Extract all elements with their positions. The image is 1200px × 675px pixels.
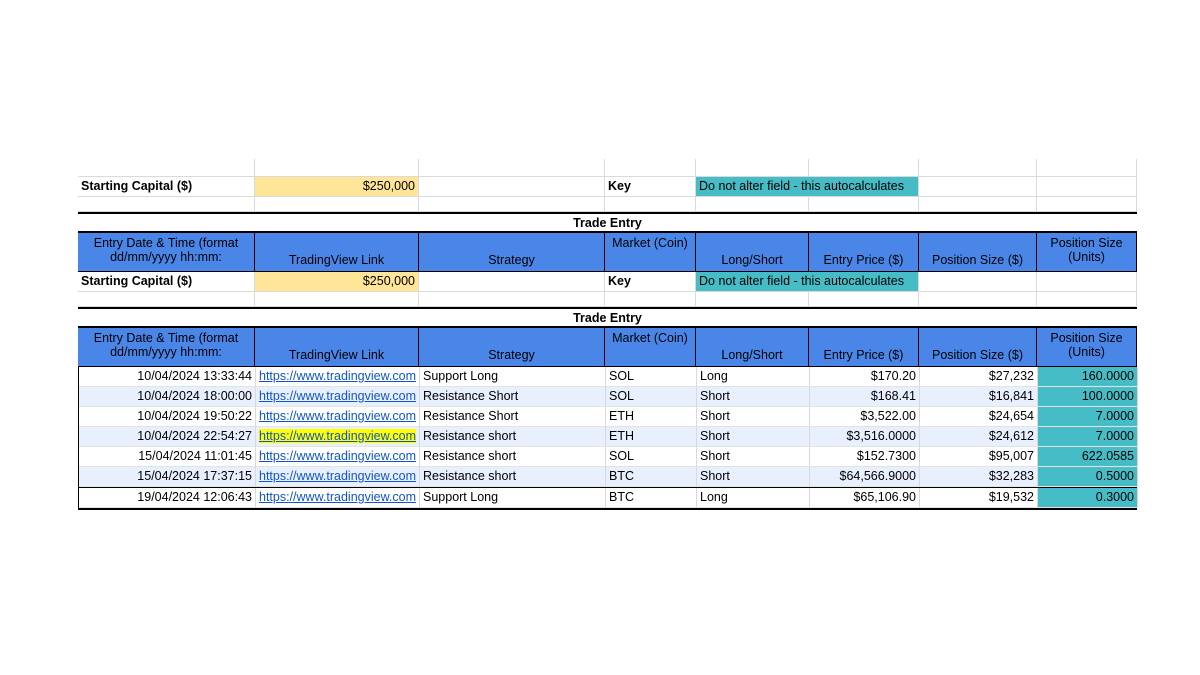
tradingview-link[interactable]: https://www.tradingview.com [259, 389, 417, 403]
tradingview-link-cell[interactable] [256, 407, 420, 427]
cell[interactable] [809, 197, 919, 212]
tradingview-link-cell[interactable] [256, 488, 420, 508]
header-long-short[interactable]: Long/Short [696, 328, 809, 366]
tradingview-link[interactable]: https://www.tradingview.com [259, 490, 417, 504]
tradingview-link-cell[interactable] [256, 367, 420, 387]
cell[interactable] [255, 292, 419, 307]
entry-price-cell[interactable]: $64,566.9000 [810, 467, 920, 487]
tradingview-link[interactable]: https://www.tradingview.com [259, 409, 417, 423]
cell[interactable] [78, 159, 255, 177]
cell[interactable] [419, 197, 605, 212]
header-market[interactable]: Market (Coin) [605, 328, 696, 366]
tradingview-link-cell[interactable] [256, 387, 420, 407]
header-entry-price[interactable]: Entry Price ($) [809, 328, 919, 366]
market-cell[interactable]: ETH [606, 427, 697, 447]
starting-capital-label[interactable]: Starting Capital ($) [78, 272, 255, 292]
strategy-cell[interactable]: Support Long [420, 488, 606, 508]
starting-capital-row [78, 177, 1137, 197]
entry-date-cell[interactable]: 15/04/2024 17:37:15 [79, 467, 256, 487]
cell[interactable] [255, 197, 419, 212]
cell[interactable] [1037, 197, 1137, 212]
key-autocalc-note[interactable]: Do not alter field - this autocalculates [696, 177, 919, 197]
side-cell[interactable]: Short [697, 427, 810, 447]
header-entry-date[interactable]: Entry Date & Time (format dd/mm/yyyy hh:mm: [78, 328, 255, 366]
empty-row [78, 159, 1137, 177]
market-cell[interactable]: BTC [606, 488, 697, 508]
cell[interactable] [605, 197, 696, 212]
side-cell[interactable]: Short [697, 467, 810, 487]
trade-entry-title[interactable]: Trade Entry [573, 216, 642, 230]
entry-date-cell[interactable]: 10/04/2024 13:33:44 [79, 367, 256, 387]
table-row [79, 407, 1137, 427]
cell[interactable] [1037, 272, 1137, 292]
position-size-usd-cell[interactable]: $95,007 [920, 447, 1038, 467]
strategy-cell[interactable]: Support Long [420, 367, 606, 387]
header-tradingview-link[interactable]: TradingView Link [255, 328, 419, 366]
header-entry-price[interactable]: Entry Price ($) [809, 233, 919, 271]
table-row [79, 447, 1137, 467]
trade-table-body [78, 367, 1137, 510]
position-size-usd-cell[interactable]: $16,841 [920, 387, 1038, 407]
tradingview-link-cell[interactable] [256, 447, 420, 467]
cell[interactable] [419, 292, 605, 307]
cell[interactable] [809, 292, 919, 307]
position-size-usd-cell[interactable]: $24,612 [920, 427, 1038, 447]
header-market[interactable]: Market (Coin) [605, 233, 696, 271]
cell[interactable] [696, 159, 809, 177]
market-cell[interactable]: SOL [606, 367, 697, 387]
cell[interactable] [696, 197, 809, 212]
market-cell[interactable]: BTC [606, 467, 697, 487]
strategy-cell[interactable]: Resistance short [420, 467, 606, 487]
header-strategy[interactable]: Strategy [419, 233, 605, 271]
cell[interactable] [78, 197, 255, 212]
cell[interactable] [919, 197, 1037, 212]
header-entry-date[interactable]: Entry Date & Time (format dd/mm/yyyy hh:mm: [78, 233, 255, 271]
entry-price-cell[interactable]: $152.7300 [810, 447, 920, 467]
cell[interactable] [1037, 292, 1137, 307]
starting-capital-label[interactable]: Starting Capital ($) [78, 177, 255, 197]
tradingview-link-cell[interactable] [256, 467, 420, 487]
entry-price-cell[interactable]: $65,106.90 [810, 488, 920, 508]
cell[interactable] [919, 272, 1037, 292]
position-size-units-cell[interactable]: 100.0000 [1038, 387, 1138, 407]
entry-date-cell[interactable]: 10/04/2024 18:00:00 [79, 387, 256, 407]
starting-capital-row [78, 272, 1137, 292]
side-cell[interactable]: Short [697, 407, 810, 427]
side-cell[interactable]: Short [697, 387, 810, 407]
cell[interactable] [419, 159, 605, 177]
cell[interactable] [605, 292, 696, 307]
entry-price-cell[interactable]: $168.41 [810, 387, 920, 407]
table-row [79, 467, 1137, 487]
entry-price-cell[interactable]: $3,516.0000 [810, 427, 920, 447]
tradingview-link[interactable]: https://www.tradingview.com [259, 449, 417, 463]
header-strategy[interactable]: Strategy [419, 328, 605, 366]
cell[interactable] [78, 292, 255, 307]
cell[interactable] [255, 159, 419, 177]
side-cell[interactable]: Short [697, 447, 810, 467]
position-size-units-cell[interactable]: 0.5000 [1038, 467, 1138, 487]
cell[interactable] [605, 159, 696, 177]
position-size-usd-cell[interactable]: $27,232 [920, 367, 1038, 387]
empty-row [78, 292, 1137, 307]
table-row [79, 487, 1137, 508]
side-cell[interactable]: Long [697, 488, 810, 508]
trade-entry-title-row [78, 307, 1137, 327]
market-cell[interactable]: SOL [606, 387, 697, 407]
tradingview-link[interactable]: https://www.tradingview.com [259, 429, 417, 443]
cell[interactable] [696, 292, 809, 307]
spreadsheet [78, 159, 1137, 510]
header-position-size-units[interactable]: Position Size (Units) [1037, 328, 1137, 366]
cell[interactable] [919, 159, 1037, 177]
key-autocalc-note[interactable]: Do not alter field - this autocalculates [696, 272, 919, 292]
position-size-usd-cell[interactable]: $24,654 [920, 407, 1038, 427]
header-position-size-units[interactable]: Position Size (Units) [1037, 233, 1137, 271]
header-position-size-usd[interactable]: Position Size ($) [919, 233, 1037, 271]
strategy-cell[interactable]: Resistance Short [420, 407, 606, 427]
strategy-cell[interactable]: Resistance short [420, 427, 606, 447]
trade-entry-title-row [78, 212, 1137, 232]
cell[interactable] [419, 177, 605, 197]
table-row [79, 387, 1137, 407]
position-size-units-cell[interactable]: 160.0000 [1038, 367, 1138, 387]
trade-entry-title[interactable]: Trade Entry [573, 311, 642, 325]
key-label[interactable]: Key [605, 272, 696, 292]
market-cell[interactable]: SOL [606, 447, 697, 467]
strategy-cell[interactable]: Resistance Short [420, 387, 606, 407]
position-size-usd-cell[interactable]: $19,532 [920, 488, 1038, 508]
cell[interactable] [809, 159, 919, 177]
entry-date-cell[interactable]: 19/04/2024 12:06:43 [79, 488, 256, 508]
cell[interactable] [919, 177, 1037, 197]
cell[interactable] [1037, 177, 1137, 197]
header-tradingview-link[interactable]: TradingView Link [255, 233, 419, 271]
position-size-units-cell[interactable]: 0.3000 [1038, 488, 1138, 508]
empty-row [78, 197, 1137, 212]
cell[interactable] [919, 292, 1037, 307]
entry-price-cell[interactable]: $170.20 [810, 367, 920, 387]
entry-price-cell[interactable]: $3,522.00 [810, 407, 920, 427]
column-header-row [78, 327, 1137, 367]
position-size-units-cell[interactable]: 7.0000 [1038, 407, 1138, 427]
tradingview-link[interactable]: https://www.tradingview.com [259, 369, 417, 383]
table-row [79, 427, 1137, 447]
tradingview-link-cell[interactable] [256, 427, 420, 447]
table-row [79, 367, 1137, 387]
strategy-cell[interactable]: Resistance short [420, 447, 606, 467]
starting-capital-value[interactable]: $250,000 [255, 177, 419, 197]
starting-capital-value[interactable]: $250,000 [255, 272, 419, 292]
market-cell[interactable]: ETH [606, 407, 697, 427]
entry-date-cell[interactable]: 10/04/2024 22:54:27 [79, 427, 256, 447]
side-cell[interactable]: Long [697, 367, 810, 387]
column-header-row [78, 232, 1137, 272]
entry-date-cell[interactable]: 10/04/2024 19:50:22 [79, 407, 256, 427]
cell[interactable] [419, 272, 605, 292]
header-position-size-usd[interactable]: Position Size ($) [919, 328, 1037, 366]
position-size-usd-cell[interactable]: $32,283 [920, 467, 1038, 487]
header-long-short[interactable]: Long/Short [696, 233, 809, 271]
cell[interactable] [1037, 159, 1137, 177]
position-size-units-cell[interactable]: 622.0585 [1038, 447, 1138, 467]
entry-date-cell[interactable]: 15/04/2024 11:01:45 [79, 447, 256, 467]
key-label[interactable]: Key [605, 177, 696, 197]
tradingview-link[interactable]: https://www.tradingview.com [259, 469, 417, 483]
position-size-units-cell[interactable]: 7.0000 [1038, 427, 1138, 447]
